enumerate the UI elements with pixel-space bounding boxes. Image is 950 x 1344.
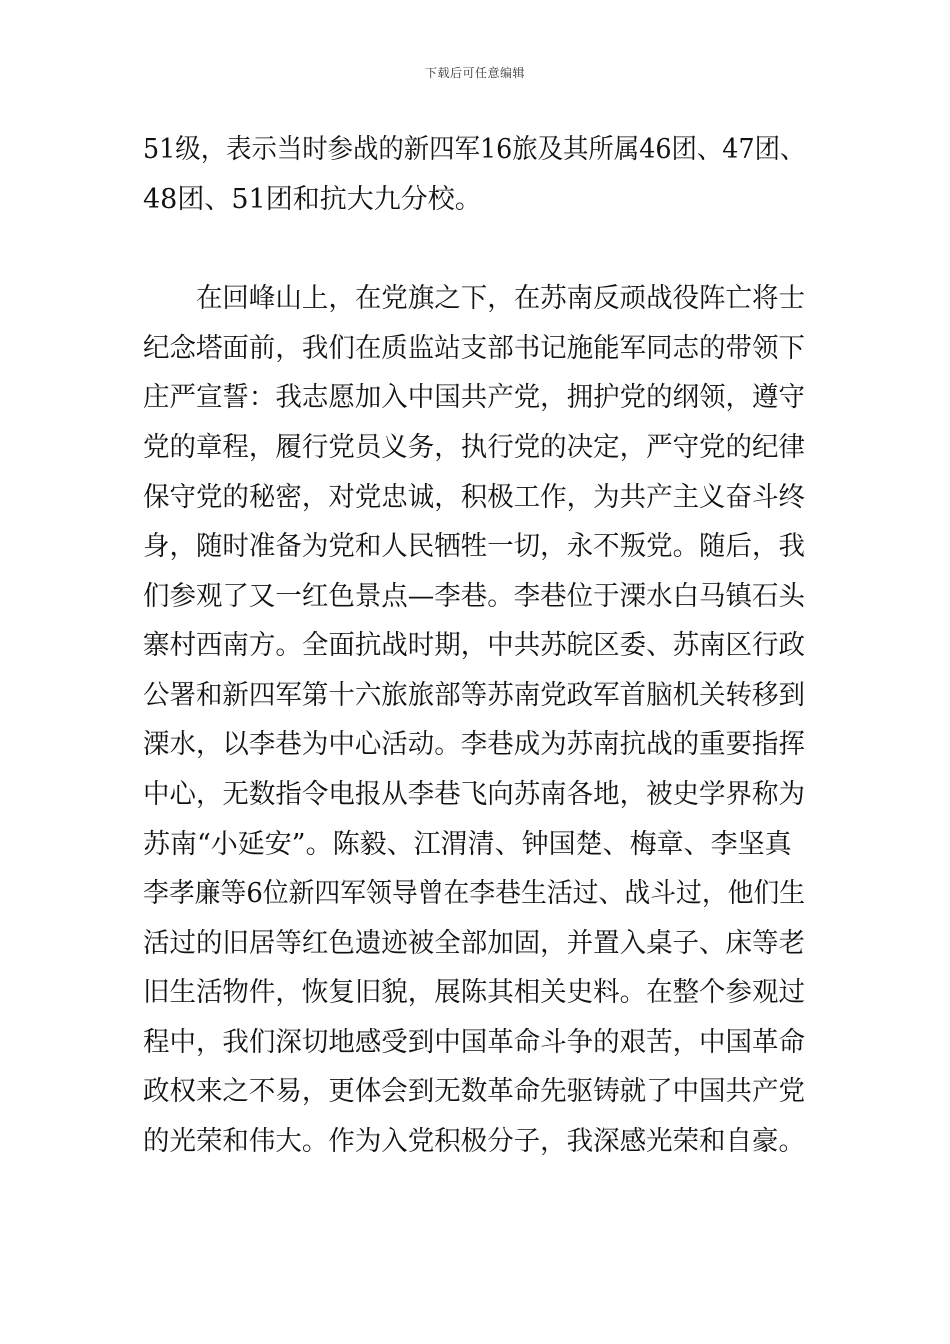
text-line: 旧生活物件，恢复旧貌，展陈其相关史料。在整个参观过: [143, 977, 805, 1008]
page-header: 下载后可任意编辑: [424, 66, 525, 80]
text-line: 纪念塔面前，我们在质监站支部书记施能军同志的带领下: [143, 333, 805, 364]
text-line: 身，随时准备为党和人民牺牲一切，永不叛党。随后，我: [143, 531, 805, 562]
text-line: 在回峰山上，在党旗之下，在苏南反顽战役阵亡将士: [143, 283, 805, 314]
text-line: 51级，表示当时参战的新四军16旅及其所属46团、47团、: [143, 134, 806, 165]
text-line: 们参观了又一红色景点—李巷。李巷位于溧水白马镇石头: [143, 581, 805, 612]
text-line: 党的章程，履行党员义务，执行党的决定，严守党的纪律: [143, 432, 805, 463]
text-line: 苏南“小延安”。陈毅、江渭清、钟国楚、梅章、李坚真: [143, 829, 792, 860]
text-line: 溧水，以李巷为中心活动。李巷成为苏南抗战的重要指挥: [143, 729, 805, 760]
text-line: 寨村西南方。全面抗战时期，中共苏皖区委、苏南区行政: [143, 630, 805, 661]
text-line: 程中，我们深切地感受到中国革命斗争的艰苦，中国革命: [143, 1027, 805, 1058]
text-line: 48团、51团和抗大九分校。: [143, 184, 482, 215]
text-line: 公署和新四军第十六旅旅部等苏南党政军首脑机关转移到: [143, 680, 805, 711]
text-line: 的光荣和伟大。作为入党积极分子，我深感光荣和自豪。: [143, 1126, 805, 1157]
text-line: 庄严宣誓：我志愿加入中国共产党，拥护党的纲领，遵守: [143, 382, 805, 413]
text-line: 活过的旧居等红色遗迹被全部加固，并置入桌子、床等老: [143, 928, 805, 959]
text-line: 保守党的秘密，对党忠诚，积极工作，为共产主义奋斗终: [143, 482, 805, 513]
text-line: 李孝廉等6位新四军领导曾在李巷生活过、战斗过，他们生: [143, 878, 806, 909]
text-line: 政权来之不易，更体会到无数革命先驱铸就了中国共产党: [143, 1076, 805, 1107]
text-line: 中心，无数指令电报从李巷飞向苏南各地，被史学界称为: [143, 779, 805, 810]
